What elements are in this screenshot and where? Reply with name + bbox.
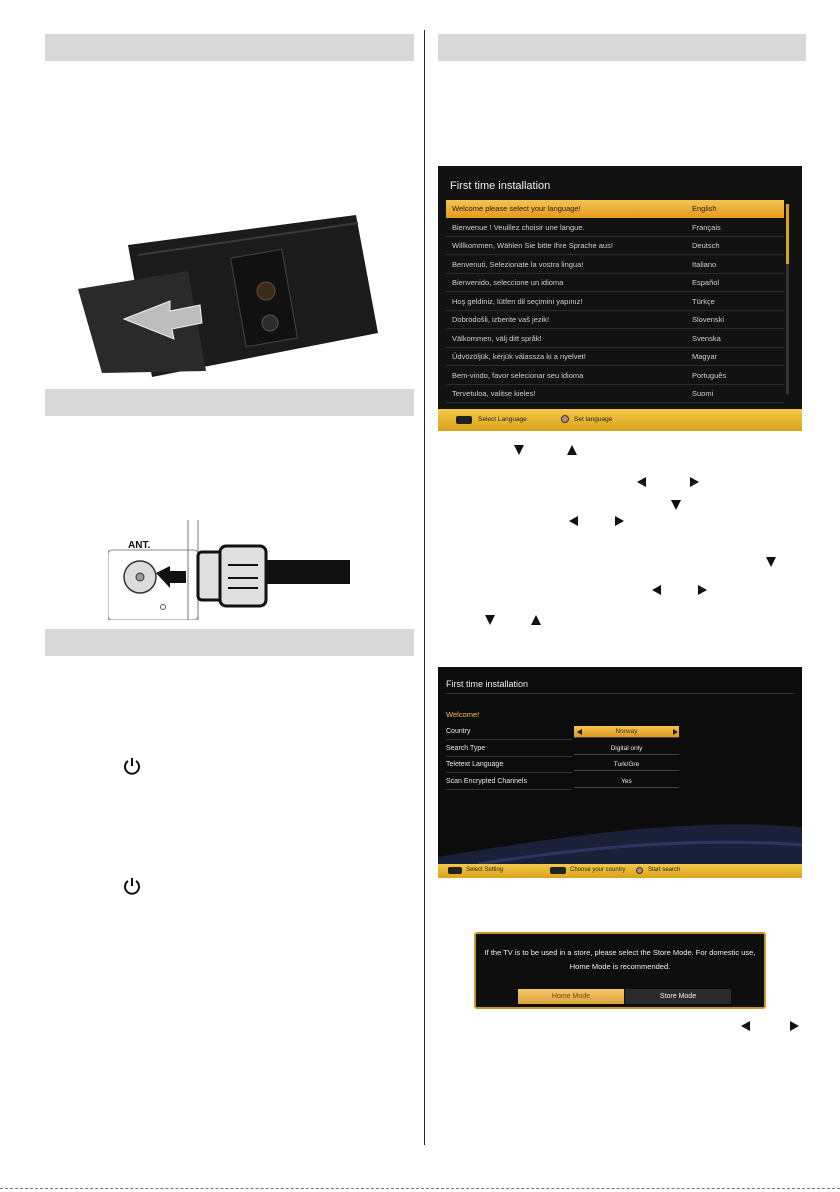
- left-arrow-icon[interactable]: [577, 729, 582, 735]
- language-prompt: Välkommen, välj ditt språk!: [452, 333, 542, 343]
- setting-label: Search Type: [446, 744, 486, 752]
- ok-key-icon: [636, 867, 643, 874]
- language-prompt: Bienvenue ! Veuillez choisir une langue.: [452, 222, 585, 232]
- language-name: Slovenski: [692, 315, 725, 324]
- up-down-key-icon: [448, 867, 462, 874]
- language-prompt: Welcome please select your language!: [452, 204, 581, 213]
- up-arrow-icon: [567, 445, 577, 455]
- language-prompt: Bem-vindo, favor selecionar seu idioma: [452, 370, 584, 380]
- language-prompt: Benvenuti, Selezionate la vostra lingua!: [452, 259, 584, 269]
- language-name: Español: [692, 278, 720, 287]
- down-arrow-icon: [766, 557, 776, 567]
- antenna-connection-illustration: [108, 520, 352, 620]
- language-name: Magyar: [692, 352, 718, 361]
- down-arrow-icon: [514, 445, 524, 455]
- section-header-bar: [438, 34, 806, 61]
- remote-battery-cover-illustration: [78, 215, 384, 377]
- right-arrow-icon: [690, 477, 699, 487]
- language-name: Suomi: [692, 389, 714, 398]
- setting-value[interactable]: Yes: [574, 776, 679, 788]
- setting-label: Teletext Language: [446, 761, 504, 768]
- section-header-bar: [45, 629, 414, 656]
- legend-start-search: Start search: [648, 867, 681, 873]
- row-divider: [446, 739, 572, 740]
- language-list-item[interactable]: [446, 330, 784, 348]
- language-prompt: Tervetuloa, valitse kieles!: [452, 389, 536, 398]
- row-divider: [446, 772, 572, 773]
- language-list-item[interactable]: [446, 311, 784, 329]
- left-arrow-icon: [569, 516, 578, 526]
- country-legend-bar: [438, 864, 802, 878]
- language-list-item[interactable]: [446, 385, 784, 403]
- language-prompt: Hoş geldiniz, lütfen dil seçimini yapınız!: [452, 296, 583, 306]
- dialog-message-line1: If the TV is to be used in a store, please select the Store Mode. For domestic use,: [484, 948, 756, 957]
- scrollbar[interactable]: [786, 204, 789, 394]
- language-prompt: Willkommen, Wählen Sie bitte Ihre Sprache aus!: [452, 241, 613, 250]
- language-prompt: Bienvenido, seleccione un idioma: [452, 278, 564, 287]
- legend-select-language: Select Language: [478, 416, 527, 423]
- page-bottom-rule: [0, 1188, 840, 1189]
- welcome-text: Welcome!: [446, 710, 480, 719]
- language-name: Português: [692, 370, 727, 380]
- power-icon: [122, 756, 142, 776]
- language-name: English: [692, 204, 717, 213]
- legend-choose-country: Choose your country: [570, 867, 626, 873]
- language-name: Deutsch: [692, 241, 720, 250]
- language-list-item[interactable]: [446, 274, 784, 292]
- screen-title: First time installation: [450, 180, 551, 192]
- right-arrow-icon: [790, 1021, 799, 1031]
- title-divider: [446, 693, 794, 694]
- left-arrow-icon: [637, 477, 646, 487]
- setting-value[interactable]: Norway: [574, 726, 679, 738]
- language-legend-bar: [438, 409, 802, 431]
- row-divider: [446, 789, 572, 790]
- language-list-item[interactable]: [446, 293, 784, 311]
- left-right-key-icon: [550, 867, 566, 874]
- up-arrow-icon: [531, 615, 541, 625]
- down-arrow-icon: [485, 615, 495, 625]
- power-icon: [122, 876, 142, 896]
- language-list-item[interactable]: [446, 200, 784, 218]
- language-list-item[interactable]: [446, 256, 784, 274]
- settings-port-icon: [160, 604, 166, 610]
- ok-key-icon: [561, 415, 569, 423]
- store-mode-dialog: [474, 932, 766, 1009]
- up-down-key-icon: [456, 416, 472, 424]
- down-arrow-icon: [671, 500, 681, 510]
- language-name: Italiano: [692, 259, 717, 269]
- language-list-item[interactable]: [446, 237, 784, 255]
- left-arrow-icon: [741, 1021, 750, 1031]
- language-name: Türkçe: [692, 296, 715, 306]
- row-divider: [446, 756, 572, 757]
- antenna-label: ANT.: [128, 540, 151, 551]
- language-list-item[interactable]: [446, 367, 784, 385]
- section-header-bar: [45, 389, 414, 416]
- right-arrow-icon[interactable]: [673, 729, 678, 735]
- language-name: Français: [692, 222, 721, 232]
- language-prompt: Üdvözöljük, kérjük válassza ki a nyelvet!: [452, 352, 586, 361]
- setting-value[interactable]: Digital only: [574, 743, 679, 755]
- language-list-item[interactable]: [446, 348, 784, 366]
- right-arrow-icon: [615, 516, 624, 526]
- screen-title: First time installation: [446, 679, 529, 689]
- setting-value[interactable]: Turk/Gre: [574, 759, 679, 771]
- language-prompt: Dobrodošli, izberite vaš jezik!: [452, 315, 550, 324]
- section-header-bar: [45, 34, 414, 61]
- setting-label: Country: [446, 728, 471, 735]
- language-name: Svenska: [692, 333, 721, 343]
- legend-set-language: Set language: [574, 416, 613, 423]
- setting-label: Scan Encrypted Channels: [446, 777, 527, 785]
- column-divider: [424, 30, 425, 1145]
- home-mode-button[interactable]: Home Mode: [518, 989, 624, 1004]
- dialog-message-line2: Home Mode is recommended.: [569, 962, 671, 971]
- language-list-item[interactable]: [446, 219, 784, 237]
- store-mode-button[interactable]: Store Mode: [625, 989, 731, 1004]
- right-arrow-icon: [698, 585, 707, 595]
- legend-select-setting: Select Setting: [466, 867, 504, 873]
- left-arrow-icon: [652, 585, 661, 595]
